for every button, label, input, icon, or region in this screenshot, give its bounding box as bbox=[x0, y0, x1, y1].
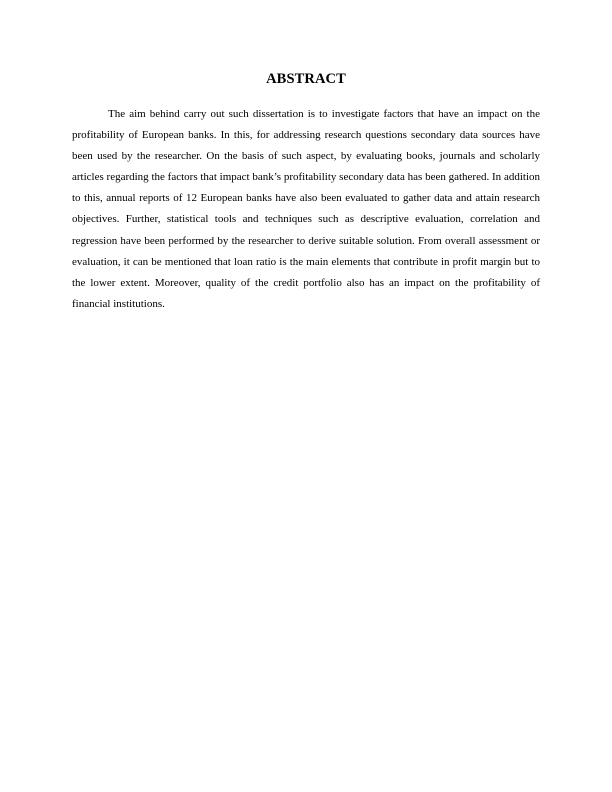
abstract-paragraph: The aim behind carry out such dissertation is to investigate factors that have an impact on the profitability of European banks. In this, for addressing research questions secondary data sources have been used by the researcher. On the basis of such aspect, by evaluating books, journals and scholarly articles regarding the factors that impact bank’s profitability secondary data has been gathered. In addition to this, annual reports of 12 European banks have also been evaluated to gather data and attain research objectives. Further, statistical tools and techniques such as descriptive evaluation, correlation and regression have been performed by the researcher to derive suitable solution. From overall assessment or evaluation, it can be mentioned that loan ratio is the main elements that contribute in profit margin but to the lower extent. Moreover, quality of the credit portfolio also has an impact on the profitability of financial institutions. bbox=[72, 108, 540, 310]
abstract-heading: ABSTRACT bbox=[266, 71, 346, 87]
